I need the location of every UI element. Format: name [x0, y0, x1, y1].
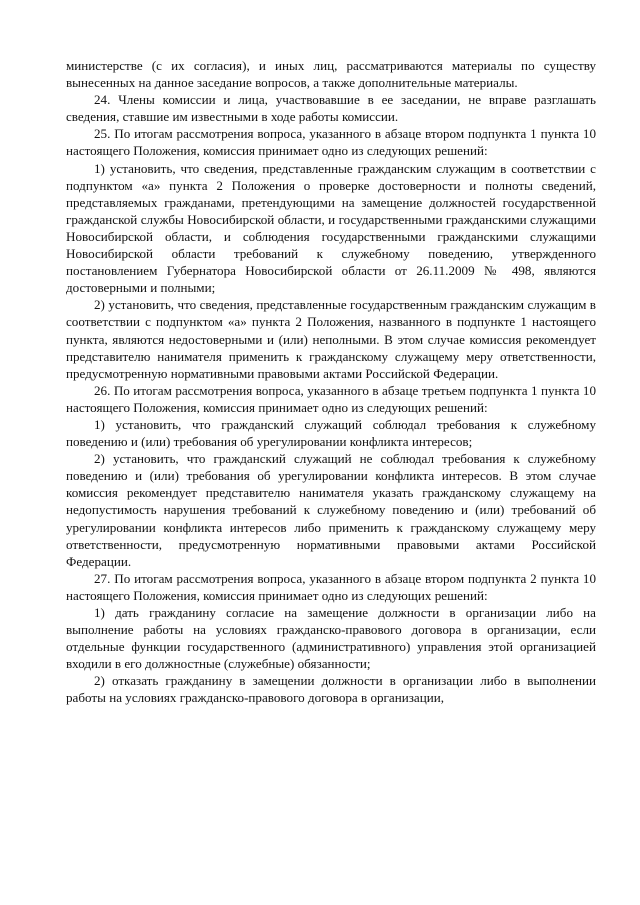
paragraph-24: 24. Члены комиссии и лица, участвовавшие в ее заседании, не вправе разглашать сведения, ставшие им известными в ходе работы комиссии. — [66, 92, 596, 125]
paragraph-27: 27. По итогам рассмотрения вопроса, указанного в абзаце втором подпункта 2 пункта 10 настоящего Положения, комиссия принимает одно из следующих решений: — [66, 570, 596, 603]
paragraph-26-item-2: 2) установить, что гражданский служащий не соблюдал требования к служебному поведению и (или) требования об урегулировании конфликта интересов. В этом случае комиссия рекомендует представителю нанимателя указать гражданскому служащему на недопустимость нарушения требований к служебному поведению и (или) требований об урегулировании конфликта интересов либо применить к гражданскому служащему меру ответственности, предусмотренную нормативными правовыми актами Российской Федерации. — [66, 451, 596, 569]
paragraph-27-item-2: 2) отказать гражданину в замещении должности в организации либо в выполнении работы на условиях гражданско-правового договора в организации, — [66, 673, 596, 706]
paragraph-continuation: министерстве (с их согласия), и иных лиц, рассматриваются материалы по существу вынесенных на данное заседание вопросов, а также дополнительные материалы. — [66, 58, 596, 91]
document-page — [66, 57, 596, 707]
paragraph-25-item-2: 2) установить, что сведения, представленные государственным гражданским служащим в соответствии с подпунктом «а» пункта 2 Положения, названного в подпункте 1 настоящего пункта, являются недостоверными и (или) неполными. В этом случае комиссия рекомендует представителю нанимателя применить к гражданскому служащему меру ответственности, предусмотренную нормативными правовыми актами Российской Федерации. — [66, 297, 596, 381]
paragraph-25: 25. По итогам рассмотрения вопроса, указанного в абзаце втором подпункта 1 пункта 10 настоящего Положения, комиссия принимает одно из следующих решений: — [66, 126, 596, 159]
paragraph-26: 26. По итогам рассмотрения вопроса, указанного в абзаце третьем подпункта 1 пункта 10 настоящего Положения, комиссия принимает одно из следующих решений: — [66, 382, 596, 415]
paragraph-26-item-1: 1) установить, что гражданский служащий соблюдал требования к служебному поведению и (или) требования об урегулировании конфликта интересов; — [66, 416, 596, 450]
paragraph-25-item-1: 1) установить, что сведения, представленные гражданским служащим в соответствии с подпунктом «а» пункта 2 Положения о проверке достоверности и полноты сведений, представляемых гражданами, претендующими на замещение должностей государственной гражданской службы Новосибирской области, и государственными гражданскими служащими Новосибирской области, и соблюдения государственными гражданскими служащими Новосибирской области требований к служебному поведению, утвержденного постановлением Губернатора Новосибирской области от 26.11.2009 № 498, являются достоверными и полными; — [66, 160, 596, 296]
paragraph-27-item-1: 1) дать гражданину согласие на замещение должности в организации либо на выполнение работы на условиях гражданско-правового договора в организации, если отдельные функции государственного (административного) управления этой организацией входили в его должностные (служебные) обязанности; — [66, 605, 596, 672]
